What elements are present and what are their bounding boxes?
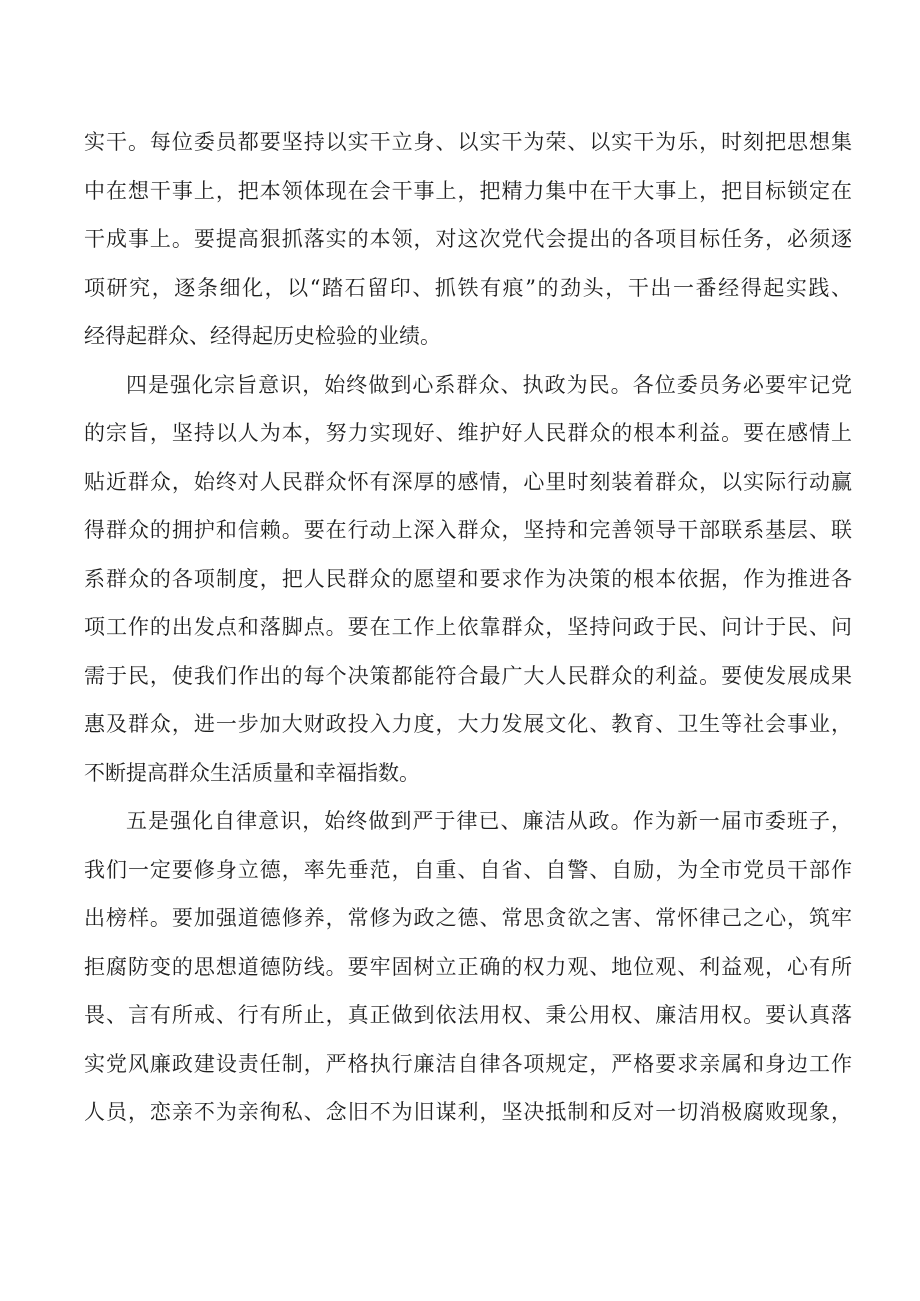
text-line: 实党风廉政建设责任制，严格执行廉洁自律各项规定，严格要求亲属和身边工作 xyxy=(84,1051,852,1076)
text-line: 中在想干事上，把本领体现在会干事上，把精力集中在干大事上，把目标锁定在 xyxy=(84,178,852,203)
text-line: 经得起群众、经得起历史检验的业绩。 xyxy=(84,324,441,348)
text-line: 实干。每位委员都要坚持以实干立身、以实干为荣、以实干为乐，时刻把思想集 xyxy=(84,130,852,154)
text-line: 干成事上。要提高狠抓落实的本领，对这次党代会提出的各项目标任务，必须逐 xyxy=(84,227,852,251)
text-line: 系群众的各项制度，把人民群众的愿望和要求作为决策的根本依据，作为推进各 xyxy=(84,566,852,591)
text-line: 人员，恋亲不为亲徇私、念旧不为旧谋利，坚决抵制和反对一切消极腐败现象， xyxy=(84,1100,852,1124)
text-line: 贴近群众，始终对人民群众怀有深厚的感情，心里时刻装着群众，以实际行动赢 xyxy=(84,469,852,494)
text-line: 需于民，使我们作出的每个决策都能符合最广大人民群众的利益。要使发展成果 xyxy=(84,663,852,688)
paragraph-zilv xyxy=(84,797,852,1137)
text-line: 项研究，逐条细化，以“踏石留印、抓铁有痕”的劲头，干出一番经得起实践、 xyxy=(84,275,852,300)
text-line: 不断提高群众生活质量和幸福指数。 xyxy=(84,760,420,785)
document-body xyxy=(84,118,852,1137)
text-line: 惠及群众，进一步加大财政投入力度，大力发展文化、教育、卫生等社会事业， xyxy=(84,712,852,736)
paragraph-shigan xyxy=(84,118,852,361)
text-line: 得群众的拥护和信赖。要在行动上深入群众，坚持和完善领导干部联系基层、联 xyxy=(84,518,852,542)
text-line: 拒腐防变的思想道德防线。要牢固树立正确的权力观、地位观、利益观，心有所 xyxy=(84,954,852,979)
text-line: 五是强化自律意识，始终做到严于律已、廉洁从政。作为新一届市委班子， xyxy=(126,809,852,833)
paragraph-zongzhi xyxy=(84,361,852,798)
text-line: 四是强化宗旨意识，始终做到心系群众、执政为民。各位委员务必要牢记党 xyxy=(126,372,852,397)
text-line: 畏、言有所戒、行有所止，真正做到依法用权、秉公用权、廉洁用权。要认真落 xyxy=(84,1003,852,1027)
text-line: 我们一定要修身立德，率先垂范，自重、自省、自警、自励，为全市党员干部作 xyxy=(84,857,852,882)
text-line: 出榜样。要加强道德修养，常修为政之德、常思贪欲之害、常怀律己之心，筑牢 xyxy=(84,906,852,930)
text-line: 的宗旨，坚持以人为本，努力实现好、维护好人民群众的根本利益。要在感情上 xyxy=(84,421,852,445)
text-line: 项工作的出发点和落脚点。要在工作上依靠群众，坚持问政于民、问计于民、问 xyxy=(84,615,852,639)
